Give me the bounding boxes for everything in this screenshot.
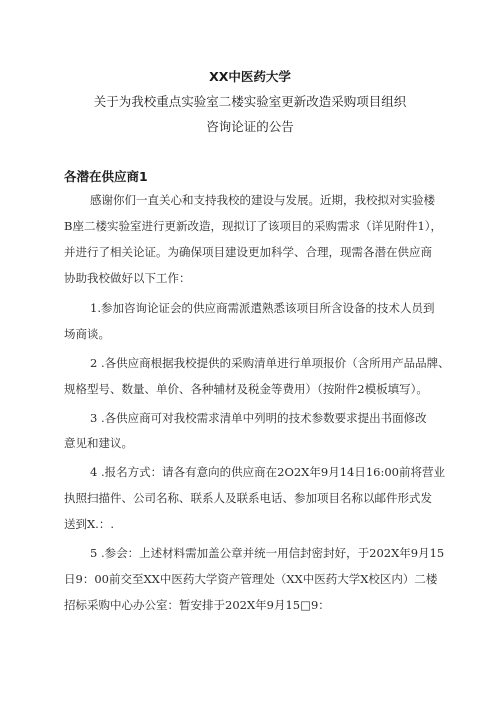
document-title [0,64,500,139]
paragraph-line: 5 .参会：上述材料需加盖公章并统一用信封密封好，于202X年9月15 [90,546,445,560]
paragraph-line: 协助我校做好以下工作： [64,271,191,285]
paragraph-line: 规格型号、数量、单价、各种辅材及税金等费用）（按附件2模板填写）。 [64,382,428,396]
paragraph-line: 4 .报名方式：请各有意向的供应商在2O2X年9月14日16:00前将营业 [90,465,445,479]
title-university: XX中医药大学 [209,69,291,84]
paragraph-line: 意见和建议。 [64,436,133,450]
paragraph-line: 感谢你们一直关心和支持我校的建设与发展。近期，我校拟对实验楼 [90,193,435,207]
salutation-heading: 各潜在供应商1 [64,169,148,184]
paragraph-line: 2 .各供应商根据我校提供的采购清单进行单项报价（含所用产品品牌、 [90,356,450,370]
paragraph-line: 1.参加咨询论证会的供应商需派遣熟悉该项目所含设备的技术人员到 [90,301,435,315]
title-subject-line1: 关于为我校重点实验室二楼实验室更新改造采购项目组织 [93,94,407,109]
paragraph-line: 3 .各供应商可对我校需求清单中列明的技术参数要求提出书面修改 [90,411,427,425]
paragraph-line: 执照扫描件、公司名称、联系人及联系电话、参加项目名称以邮件形式发 [64,491,432,505]
paragraph-line: 场商谈。 [64,327,110,341]
paragraph-line: 送到X.：. [64,517,114,531]
paragraph-line: 日9：00前交至XX中医药大学资产管理处（XX中医药大学X校区内）二楼 [64,572,438,586]
paragraph-line: 招标采购中心办公室：暂安排于202X年9月15□9： [64,598,330,612]
paragraph-line: B座二楼实验室进行更新改造，现拟订了该项目的采购需求（详见附件1）， [64,219,443,233]
title-subject-line2: 咨询论证的公告 [206,119,294,134]
paragraph-line: 并进行了相关论证。为确保项目建设更加科学、合理，现需各潜在供应商 [64,245,432,259]
